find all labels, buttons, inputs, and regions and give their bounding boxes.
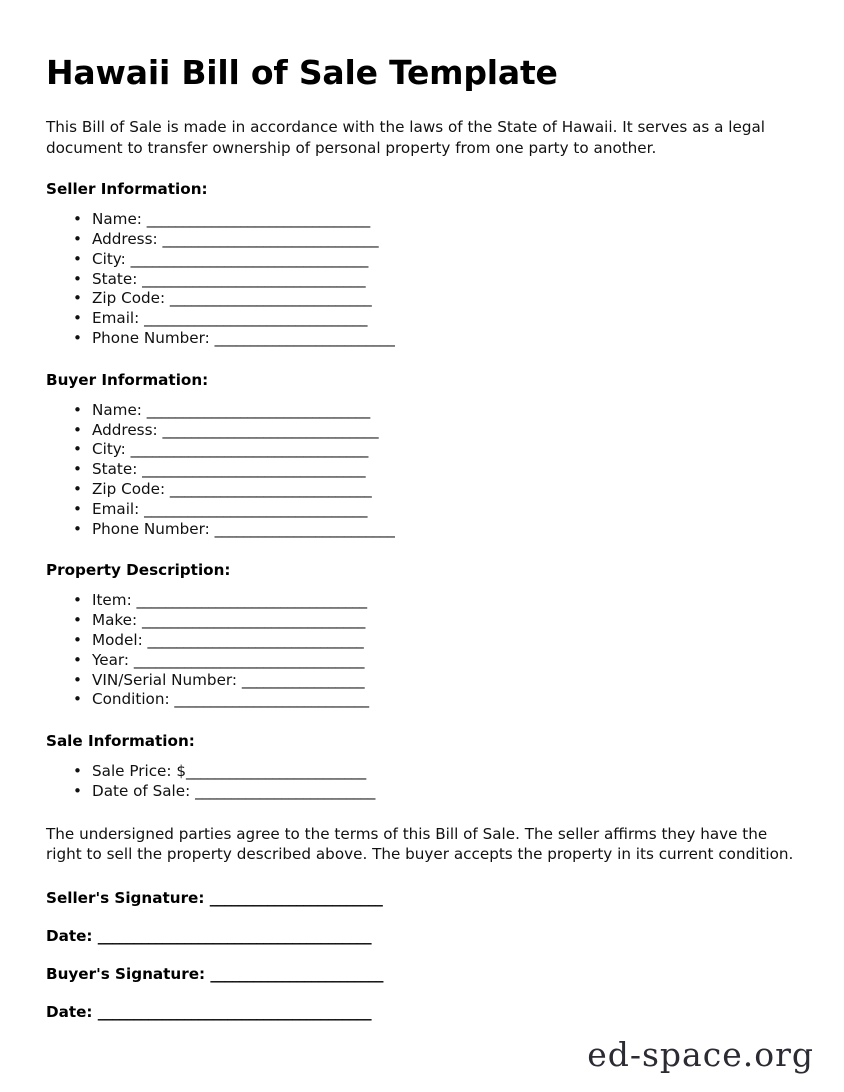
field-label: Email:: [92, 309, 140, 328]
field-row-property-make: [46, 611, 802, 631]
page-title: Hawaii Bill of Sale Template: [46, 53, 558, 92]
fill-line[interactable]: _______________________________: [146, 210, 370, 229]
fill-line[interactable]: _________________________: [214, 519, 395, 538]
fill-line[interactable]: ____________________________: [169, 289, 372, 308]
field-label: Make:: [92, 611, 138, 630]
document-content: [46, 55, 802, 1041]
signature-row-buyer-signature: [46, 965, 802, 984]
field-label: Date of Sale:: [92, 782, 191, 801]
field-label: City:: [92, 249, 126, 268]
field-row-seller-state: [46, 270, 802, 290]
field-label: Zip Code:: [92, 289, 166, 308]
fill-line[interactable]: ________________________________: [136, 591, 367, 610]
fill-line[interactable]: ________________________________: [133, 650, 365, 669]
field-label: Address:: [92, 420, 158, 439]
field-label: State:: [92, 269, 138, 288]
field-list-sale-information: [46, 762, 802, 802]
field-label: Model:: [92, 631, 143, 650]
fill-line[interactable]: ______________________________________: [97, 926, 372, 945]
fill-line[interactable]: _________________________________: [130, 249, 369, 268]
fill-line[interactable]: _______________________________: [142, 460, 366, 479]
section-heading-buyer-information: Buyer Information:: [46, 370, 209, 389]
field-row-buyer-phone-number: [46, 520, 802, 540]
field-row-property-item: [46, 591, 802, 611]
fill-line[interactable]: _______________________________: [144, 309, 368, 328]
signature-row-seller-date: [46, 927, 802, 946]
field-label: Name:: [92, 400, 142, 419]
field-row-seller-zip-code: [46, 289, 802, 309]
section-heading-seller-information: Seller Information:: [46, 180, 208, 199]
field-label: Zip Code:: [92, 480, 166, 499]
field-row-seller-phone-number: [46, 329, 802, 349]
field-row-buyer-name: [46, 401, 802, 421]
field-label: Address:: [92, 230, 158, 249]
fill-line[interactable]: ________________________: [210, 964, 384, 983]
field-row-sale-price: [46, 762, 802, 782]
fill-line[interactable]: _________________________________: [130, 440, 369, 459]
signature-row-buyer-date: [46, 1003, 802, 1022]
fill-line[interactable]: ______________________________: [162, 420, 379, 439]
fill-line[interactable]: _______________________________: [144, 499, 368, 518]
fill-line[interactable]: _______________________________: [146, 400, 370, 419]
fill-line[interactable]: ______________________________: [147, 631, 364, 650]
field-label: City:: [92, 440, 126, 459]
field-row-buyer-state: [46, 460, 802, 480]
field-label: Year:: [92, 650, 130, 669]
watermark: ed-space.org: [587, 1035, 814, 1074]
field-row-buyer-zip-code: [46, 480, 802, 500]
fill-line[interactable]: _________________________: [186, 762, 366, 781]
field-row-buyer-address: [46, 421, 802, 441]
field-list-property-description: [46, 591, 802, 710]
fill-line[interactable]: _________________: [241, 670, 365, 689]
fill-line[interactable]: ___________________________: [174, 690, 369, 709]
field-row-seller-city: [46, 250, 802, 270]
field-list-buyer-information: [46, 401, 802, 540]
section-heading-property-description: Property Description:: [46, 561, 231, 580]
field-label: Name:: [92, 210, 142, 229]
fill-line[interactable]: _______________________________: [141, 611, 365, 630]
field-list-seller-information: [46, 210, 802, 349]
field-label: VIN/Serial Number:: [92, 670, 238, 689]
fill-line[interactable]: ________________________: [209, 888, 383, 907]
field-label: State:: [92, 460, 138, 479]
signature-label: Seller's Signature:: [46, 888, 205, 907]
signature-label: Date:: [46, 1002, 93, 1021]
signature-label: Buyer's Signature:: [46, 964, 206, 983]
field-row-seller-address: [46, 230, 802, 250]
fill-line[interactable]: _________________________: [195, 782, 375, 801]
field-row-property-vin-serial-number: [46, 671, 802, 691]
field-row-seller-name: [46, 210, 802, 230]
fill-line[interactable]: _________________________: [214, 329, 395, 348]
field-row-property-year: [46, 651, 802, 671]
field-row-buyer-city: [46, 440, 802, 460]
field-row-buyer-email: [46, 500, 802, 520]
intro-paragraph: This Bill of Sale is made in accordance with the laws of the State of Hawaii. It serves as a legal document to transfer ownership of personal property from one party to another.: [46, 118, 765, 157]
fill-line[interactable]: ____________________________: [169, 480, 372, 499]
field-label: Email:: [92, 499, 140, 518]
field-row-property-model: [46, 631, 802, 651]
field-label: Sale Price: $: [92, 762, 186, 781]
field-label: Condition:: [92, 690, 170, 709]
section-heading-sale-information: Sale Information:: [46, 732, 195, 751]
signature-row-seller-signature: [46, 889, 802, 908]
field-label: Phone Number:: [92, 519, 210, 538]
fill-line[interactable]: ______________________________: [162, 230, 379, 249]
signature-label: Date:: [46, 926, 93, 945]
field-label: Item:: [92, 591, 132, 610]
field-row-date-of-sale: [46, 782, 802, 802]
fill-line[interactable]: ______________________________________: [97, 1002, 372, 1021]
field-label: Phone Number:: [92, 329, 210, 348]
fill-line[interactable]: _______________________________: [142, 269, 366, 288]
field-row-seller-email: [46, 309, 802, 329]
closing-paragraph: The undersigned parties agree to the terms of this Bill of Sale. The seller affirms they have the right to sell the property described above. The buyer accepts the property in its current condition.: [46, 824, 794, 864]
field-row-property-condition: [46, 690, 802, 710]
signature-block: [46, 889, 802, 1022]
